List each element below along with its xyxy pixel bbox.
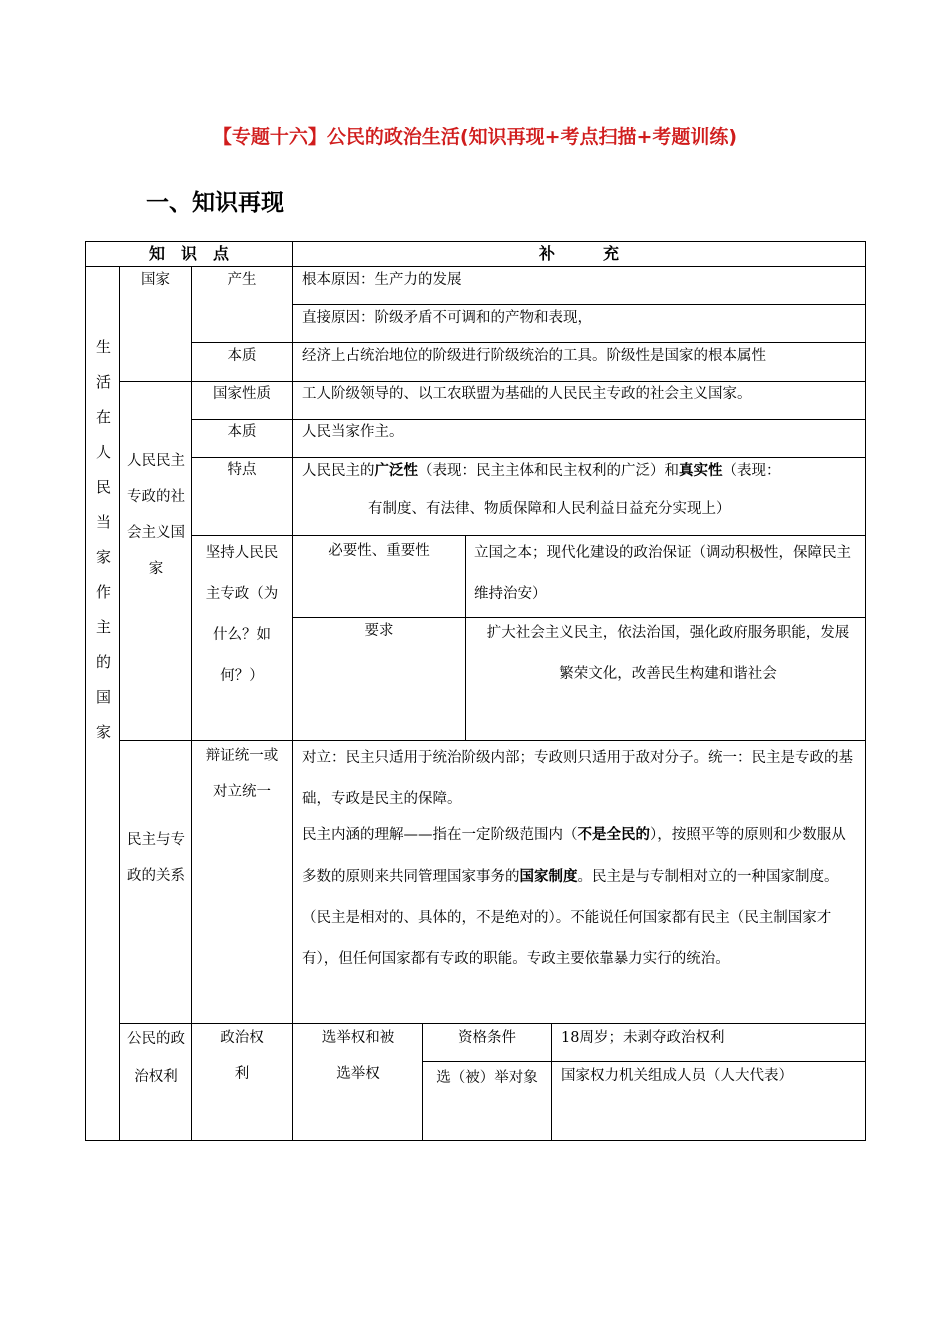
tedian-text [302,452,864,528]
para2-c: ），按照平等的原则和少数服从多数的原则来共同管理国家事务的 [302,827,846,885]
bianzheng-label: 辩证统一或对立统一 [205,748,279,800]
renmin-label: 人民民主专政的社会主义国家 [127,453,185,577]
chansheng-label: 产生 [227,272,257,288]
para2-e: 。民主是与专制相对立的一种国家制度。（民主是相对的、具体的，不是绝对的）。不能说任何国家都有民主（民主制国家才有），但任何国家都有专政的职能。专政主要依靠暴力实行的统治。 [302,869,839,967]
renmin-benzhi-label: 本质 [227,424,257,440]
guojia-label: 国家 [141,272,170,288]
guojia-benzhi-text: 经济上占统治地位的阶级进行阶级统治的工具。阶级性是国家的根本属性 [302,348,766,364]
renmin-benzhi-text: 人民当家作主。 [302,424,404,440]
header-supplement: 补 充 [538,244,619,263]
duixiang-label: 选（被）举对象 [436,1070,538,1086]
guojia-benzhi-label: 本质 [227,348,257,364]
tedian-bold2: 真实性 [679,462,723,479]
minzhu-para2 [302,814,860,980]
section-heading: 一、知识再现 [146,190,284,216]
header-knowledge-point: 知 识 点 [148,244,229,263]
xingzhi-label: 国家性质 [213,386,271,402]
para2-bold-b: 不是全民的 [577,826,650,843]
para2-bold-d: 国家制度 [519,868,578,885]
zhengzhi-label: 政治权利 [220,1030,264,1082]
root-cause: 根本原因：生产力的发展 [302,272,462,288]
duixiang-text: 国家权力机关组成人员（人大代表） [561,1068,793,1084]
zige-label: 资格条件 [458,1030,516,1046]
tedian-line2: 有制度、有法律、物质保障和人民利益日益充分实现上） [368,501,731,517]
yaoqiu-label: 要求 [364,623,394,639]
sidebar-label: 生活在人民当家作主的国家 [94,339,112,759]
tedian-part1: 人民民主的 [302,463,375,479]
tedian-label: 特点 [227,462,257,478]
tedian-bold1: 广泛性 [374,462,418,479]
biyao-label: 必要性、重要性 [328,543,430,559]
tedian-part2: （表现：民主主体和民主权利的广泛）和 [418,463,679,479]
para2-a: 民主内涵的理解——指在一定阶级范围内（ [302,827,578,843]
minzhu-label: 民主与专政的关系 [127,832,185,884]
xuanju-label: 选举权和被选举权 [321,1030,395,1082]
document-title: 【专题十六】公民的政治生活(知识再现+考点扫描+考题训练) [212,126,738,148]
quanli-label: 公民的政治权利 [127,1031,185,1085]
zige-text: 18周岁；未剥夺政治权利 [561,1030,725,1046]
yaoqiu-text: 扩大社会主义民主，依法治国，强化政府服务职能，发展繁荣文化，改善民生构建和谐社会 [486,625,850,682]
direct-cause: 直接原因：阶级矛盾不可调和的产物和表现， [302,310,592,326]
tedian-part3: （表现： [722,463,781,479]
biyao-text: 立国之本；现代化建设的政治保证（调动积极性，保障民主维持治安） [474,545,851,602]
xingzhi-text: 工人阶级领导的、以工农联盟为基础的人民民主专政的社会主义国家。 [302,386,752,402]
jianchi-label: 坚持人民民主专政（为什么？如何？） [205,545,279,684]
minzhu-para1: 对立：民主只适用于统治阶级内部；专政则只适用于敌对分子。统一：民主是专政的基础，专政是民主的保障。 [302,750,853,807]
